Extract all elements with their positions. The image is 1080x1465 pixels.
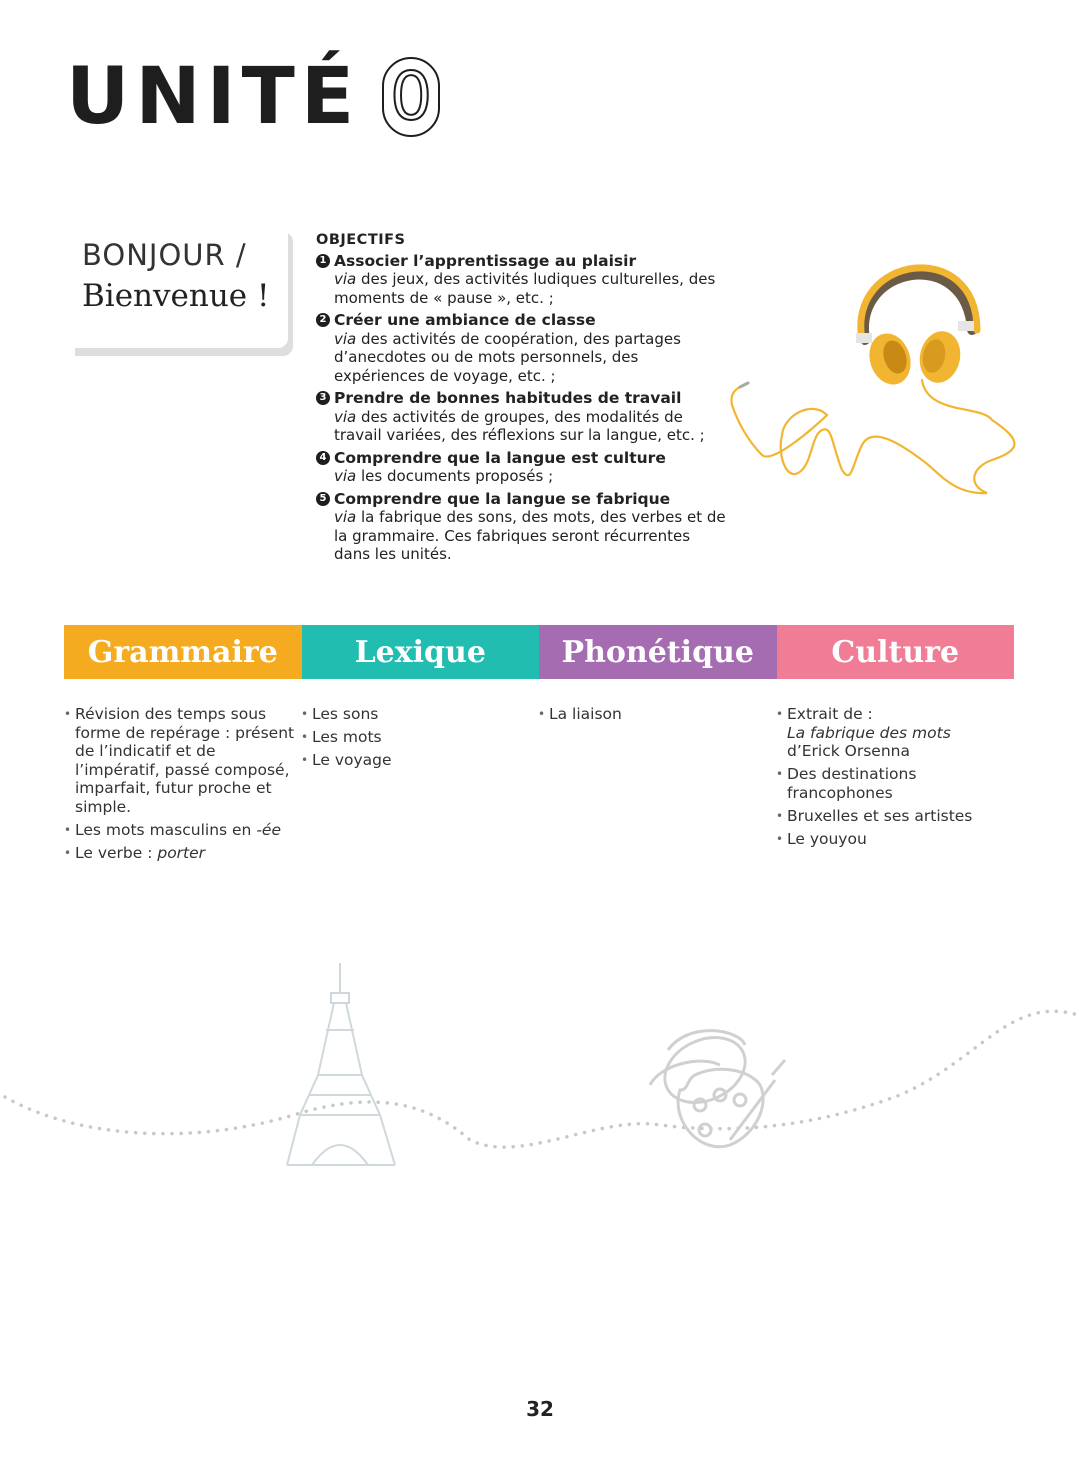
objective-item <box>316 449 726 486</box>
decorative-footer <box>0 955 1080 1175</box>
phonetique-list <box>538 705 768 728</box>
objective-desc: la fabrique des sons, des mots, des verbes et de la grammaire. Ces fabriques seront récurrentes dans les unités. <box>334 508 726 563</box>
palette-beret-icon <box>650 1025 785 1147</box>
list-item: • Les mots <box>301 728 531 747</box>
objective-via: via <box>334 329 357 348</box>
culture-list <box>776 705 1012 853</box>
list-item: • Des destinations francophones <box>776 765 1012 802</box>
headphones-icon <box>731 268 1014 493</box>
list-item: • Bruxelles et ses artistes <box>776 807 1012 826</box>
objective-desc: les documents proposés ; <box>356 467 554 485</box>
objective-number: 1 <box>316 254 330 268</box>
objective-number: 3 <box>316 391 330 405</box>
category-culture: Culture <box>777 625 1015 679</box>
list-item: • Révision des temps sous forme de repérage : présent de l’indicatif et de l’impératif, passé composé, imparfait, futur proche et simple. <box>64 705 300 816</box>
list-item: • Les mots masculins en -ée <box>64 821 300 840</box>
lexique-list <box>301 705 531 774</box>
objectives-heading: OBJECTIFS <box>316 232 406 248</box>
objective-title: Créer une ambiance de classe <box>334 311 596 329</box>
objective-desc: des jeux, des activités ludiques culturelles, des moments de « pause », etc. ; <box>334 270 716 307</box>
category-bar <box>64 625 1014 679</box>
list-item: • Le verbe : porter <box>64 844 300 863</box>
list-item: • La liaison <box>538 705 768 724</box>
objective-item <box>316 490 726 564</box>
unit-title <box>66 52 440 142</box>
unit-number-badge <box>382 57 440 137</box>
unit-number: 0 <box>390 58 433 135</box>
objective-title: Prendre de bonnes habitudes de travail <box>334 389 682 407</box>
objective-via: via <box>334 270 357 288</box>
hello-card <box>70 224 288 348</box>
category-grammaire: Grammaire <box>64 625 302 679</box>
objective-item <box>316 252 726 308</box>
objectives-block <box>316 231 726 568</box>
objective-title: Comprendre que la langue se fabrique <box>334 489 671 508</box>
objective-item <box>316 311 726 385</box>
unit-word: UNITÉ <box>66 52 361 142</box>
hello-line-2: Bienvenue ! <box>82 278 270 314</box>
category-lexique: Lexique <box>302 625 540 679</box>
headphones-illustration <box>722 245 1027 500</box>
category-phonetique: Phonétique <box>539 625 777 679</box>
list-item: • Extrait de : La fabrique des mots d’Erick Orsenna <box>776 705 1012 761</box>
list-item: • Le youyou <box>776 830 1012 849</box>
objective-desc: des activités de groupes, des modalités de travail variées, des réflexions sur la langue, etc. ; <box>334 407 705 444</box>
objective-desc: des activités de coopération, des partages d’anecdotes ou de mots personnels, des expériences de voyage, etc. ; <box>334 329 681 385</box>
eiffel-tower-icon <box>287 963 395 1165</box>
list-item: • Les sons <box>301 705 531 724</box>
objective-number: 4 <box>316 451 330 465</box>
hello-line-1: BONJOUR / <box>82 238 247 272</box>
objective-number: 5 <box>316 492 330 506</box>
page-number: 32 <box>526 1397 554 1421</box>
objective-title: Comprendre que la langue est culture <box>334 448 666 467</box>
objective-via: via <box>334 407 357 426</box>
grammaire-list <box>64 705 300 867</box>
objective-item <box>316 389 726 445</box>
list-item: • Le voyage <box>301 751 531 770</box>
objective-via: via <box>334 508 357 526</box>
objective-via: via <box>334 467 357 485</box>
objective-number: 2 <box>316 313 330 327</box>
objective-title: Associer l’apprentissage au plaisir <box>334 251 637 270</box>
